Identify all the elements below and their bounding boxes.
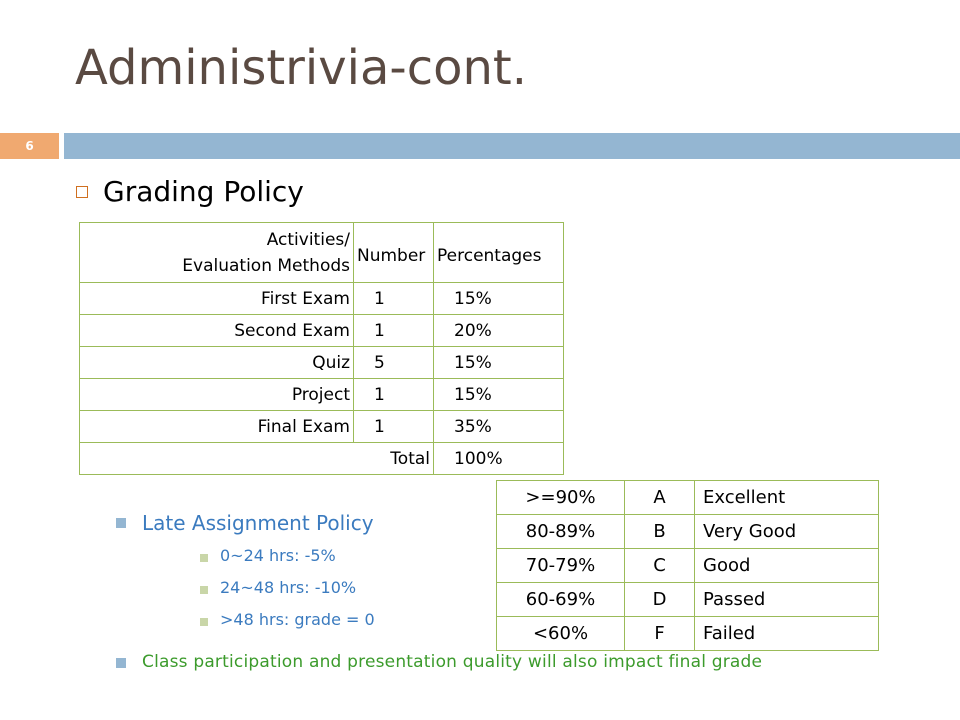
percentage-cell: 20%	[434, 315, 564, 347]
number-cell: 1	[354, 379, 434, 411]
activity-cell: Final Exam	[80, 411, 354, 443]
header-percentages: Percentages	[434, 223, 564, 283]
total-value: 100%	[434, 443, 564, 475]
page-number: 6	[0, 133, 59, 159]
desc-cell: Failed	[695, 617, 879, 651]
late-policy-item: >48 hrs: grade = 0	[220, 610, 375, 629]
number-cell: 1	[354, 315, 434, 347]
slide-title: Administrivia-cont.	[75, 40, 527, 96]
header-activities	[80, 223, 354, 283]
grade-cell: A	[625, 481, 695, 515]
percentage-cell: 15%	[434, 347, 564, 379]
desc-cell: Passed	[695, 583, 879, 617]
section-heading: Grading Policy	[103, 175, 304, 208]
activity-cell: First Exam	[80, 283, 354, 315]
header-activities-line2: Evaluation Methods	[182, 255, 350, 276]
number-cell: 1	[354, 283, 434, 315]
activity-cell: Second Exam	[80, 315, 354, 347]
grading-table	[79, 222, 564, 475]
number-cell: 5	[354, 347, 434, 379]
total-row	[80, 443, 564, 475]
grade-cell: F	[625, 617, 695, 651]
grade-cell: D	[625, 583, 695, 617]
participation-note: Class participation and presentation quality will also impact final grade	[142, 652, 763, 672]
table-header-row	[80, 223, 564, 283]
desc-cell: Excellent	[695, 481, 879, 515]
late-policy-item: 24~48 hrs: -10%	[220, 578, 357, 597]
late-policy-title: Late Assignment Policy	[142, 511, 374, 535]
activity-cell: Project	[80, 379, 354, 411]
desc-cell: Very Good	[695, 515, 879, 549]
range-cell: <60%	[497, 617, 625, 651]
table-row	[497, 515, 879, 549]
activity-cell: Quiz	[80, 347, 354, 379]
grade-cell: B	[625, 515, 695, 549]
range-cell: 60-69%	[497, 583, 625, 617]
sub-bullet-icon	[200, 618, 208, 626]
percentage-cell: 15%	[434, 283, 564, 315]
table-row	[497, 617, 879, 651]
square-bullet-icon	[76, 186, 88, 198]
late-policy-item: 0~24 hrs: -5%	[220, 546, 336, 565]
table-row	[497, 549, 879, 583]
sub-bullet-icon	[200, 586, 208, 594]
grade-cell: C	[625, 549, 695, 583]
header-activities-line1: Activities/	[266, 229, 350, 250]
bullet-icon	[116, 658, 126, 668]
table-row	[80, 379, 564, 411]
table-row	[497, 583, 879, 617]
table-row	[80, 315, 564, 347]
percentage-cell: 35%	[434, 411, 564, 443]
header-number: Number	[354, 223, 434, 283]
range-cell: >=90%	[497, 481, 625, 515]
range-cell: 70-79%	[497, 549, 625, 583]
table-row	[80, 283, 564, 315]
desc-cell: Good	[695, 549, 879, 583]
table-row	[497, 481, 879, 515]
total-label: Total	[80, 443, 434, 475]
table-row	[80, 347, 564, 379]
header-bar	[64, 133, 960, 159]
range-cell: 80-89%	[497, 515, 625, 549]
sub-bullet-icon	[200, 554, 208, 562]
grade-scale-table	[496, 480, 879, 651]
percentage-cell: 15%	[434, 379, 564, 411]
table-row	[80, 411, 564, 443]
number-cell: 1	[354, 411, 434, 443]
bullet-icon	[116, 518, 126, 528]
